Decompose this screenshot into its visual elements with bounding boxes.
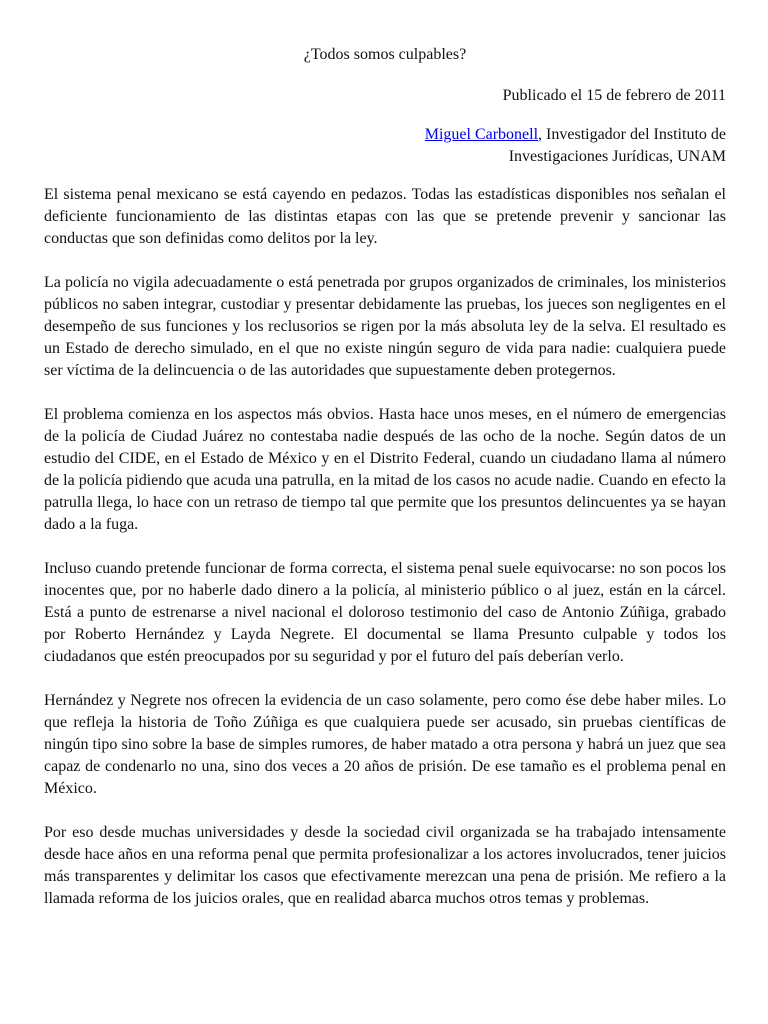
publication-date: Publicado el 15 de febrero de 2011 [502,87,726,104]
paragraph-2: La policía no vigila adecuadamente o está penetrada por grupos organizados de criminales, los ministerios públicos no saben integrar, custodiar y presentar debidamente las pruebas, los jueces son negligentes en el desempeño de sus funciones y los reclusorios se rigen por la más absoluta ley de la selva. El resultado es un Estado de derecho simulado, en el que no existe ningún seguro de vida para nadie: cualquiera puede ser víctima de la delincuencia o de las autoridades que supuestamente deben protegernos. [44,274,726,379]
author-link[interactable]: Miguel Carbonell [424,126,539,143]
document-page [44,44,726,932]
author-affiliation-line2: Investigaciones Jurídicas, UNAM [508,148,726,165]
paragraph-1: El sistema penal mexicano se está cayendo en pedazos. Todas las estadísticas disponibles nos señalan el deficiente funcionamiento de las distintas etapas con las que se pretende prevenir y sancionar las conductas que son definidas como delitos por la ley. [44,186,726,247]
author-affiliation-line1: , Investigador del Instituto de [538,126,726,143]
author-byline [44,124,726,168]
paragraph-5: Hernández y Negrete nos ofrecen la evidencia de un caso solamente, pero como ése debe haber miles. Lo que refleja la historia de Toño Zúñiga es que cualquiera puede ser acusado, sin pruebas científicas de ningún tipo sino sobre la base de simples rumores, de haber matado a otra persona y habrá un juez que sea capaz de condenarlo no una, sino dos veces a 20 años de prisión. De ese tamaño es el problema penal en México. [44,692,726,797]
paragraph-6: Por eso desde muchas universidades y desde la sociedad civil organizada se ha trabajado intensamente desde hace años en una reforma penal que permita profesionalizar a los actores involucrados, tener juicios más transparentes y delimitar los casos que efectivamente merezcan una pena de prisión. Me refiero a la llamada reforma de los juicios orales, que en realidad abarca muchos otros temas y problemas. [44,824,726,907]
article-title: ¿Todos somos culpables? [303,46,467,63]
paragraph-4: Incluso cuando pretende funcionar de forma correcta, el sistema penal suele equivocarse: no son pocos los inocentes que, por no haberle dado dinero a la policía, al ministerio público o al juez, están en la cárcel. Está a punto de estrenarse a nivel nacional el doloroso testimonio del caso de Antonio Zúñiga, grabado por Roberto Hernández y Layda Negrete. El documental se llama Presunto culpable y todos los ciudadanos que estén preocupados por su seguridad y por el futuro del país deberían verlo. [44,560,726,665]
paragraph-3: El problema comienza en los aspectos más obvios. Hasta hace unos meses, en el número de emergencias de la policía de Ciudad Juárez no contestaba nadie después de las ocho de la noche. Según datos de un estudio del CIDE, en el Estado de México y en el Distrito Federal, cuando un ciudadano llama al número de la policía pidiendo que acuda una patrulla, en la mitad de los casos no acude nadie. Cuando en efecto la patrulla llega, lo hace con un retraso de tiempo tal que permite que los presuntos delincuentes ya se hayan dado a la fuga. [44,406,726,533]
